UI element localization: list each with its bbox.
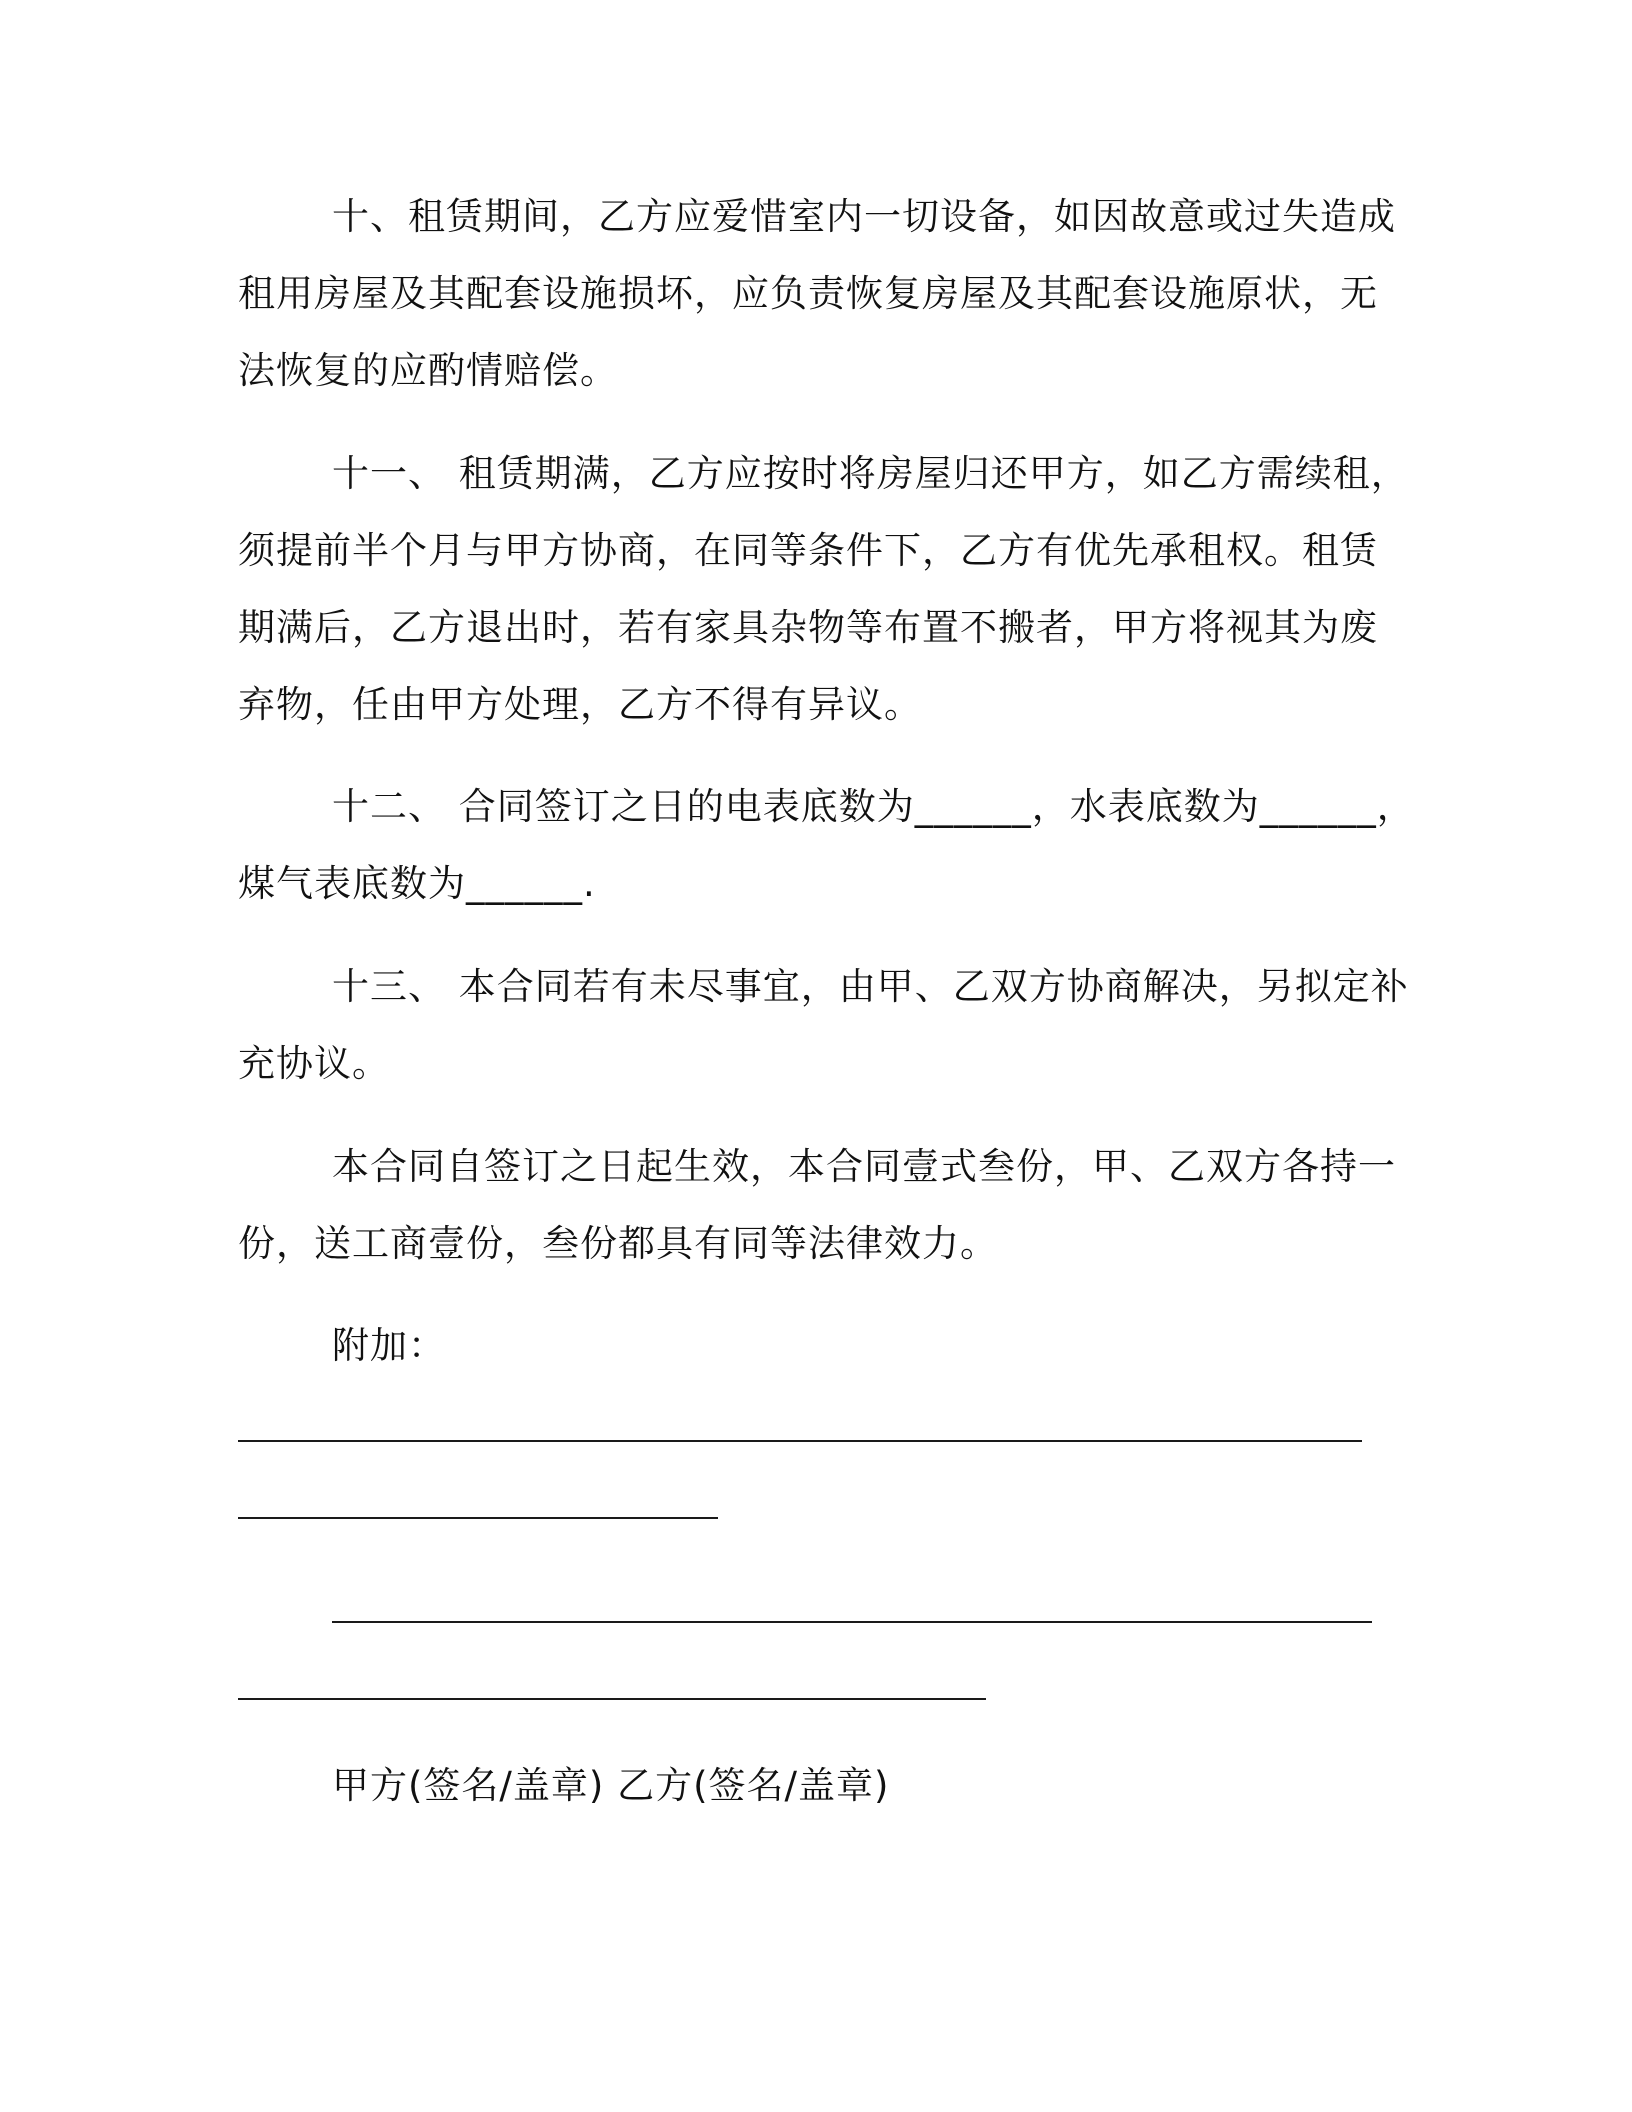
clause-11-line-3: 期满后，乙方退出时，若有家具杂物等布置不搬者，甲方将视其为废 <box>238 606 1378 649</box>
clause-12-line-1: 十二、 合同签订之日的电表底数为______，水表底数为______， <box>332 785 1415 828</box>
clause-10-line-3: 法恢复的应酌情赔偿。 <box>238 349 618 392</box>
clause-10-line-1: 十、租赁期间，乙方应爱惜室内一切设备，如因故意或过失造成 <box>332 195 1396 238</box>
appendix-blank-line-2 <box>238 1517 718 1519</box>
clause-12-line-2: 煤气表底数为______. <box>238 862 596 905</box>
signature-line: 甲方(签名/盖章) 乙方(签名/盖章) <box>332 1764 890 1807</box>
clause-11-line-2: 须提前半个月与甲方协商，在同等条件下，乙方有优先承租权。租赁 <box>238 529 1378 572</box>
appendix-label: 附加： <box>332 1324 446 1367</box>
appendix-blank-line-4 <box>238 1698 986 1700</box>
clause-13-line-2: 充协议。 <box>238 1042 390 1085</box>
clause-13-line-1: 十三、 本合同若有未尽事宜，由甲、乙双方协商解决，另拟定补 <box>332 965 1409 1008</box>
clause-11-line-4: 弃物，任由甲方处理，乙方不得有异议。 <box>238 683 922 726</box>
appendix-blank-line-3 <box>332 1621 1372 1623</box>
clause-11-line-1: 十一、 租赁期满，乙方应按时将房屋归还甲方，如乙方需续租， <box>332 452 1409 495</box>
effective-clause-line-1: 本合同自签订之日起生效，本合同壹式叁份，甲、乙双方各持一 <box>332 1145 1396 1188</box>
clause-10-line-2: 租用房屋及其配套设施损坏，应负责恢复房屋及其配套设施原状，无 <box>238 272 1378 315</box>
effective-clause-line-2: 份，送工商壹份，叁份都具有同等法律效力。 <box>238 1222 998 1265</box>
appendix-blank-line-1 <box>238 1440 1362 1442</box>
